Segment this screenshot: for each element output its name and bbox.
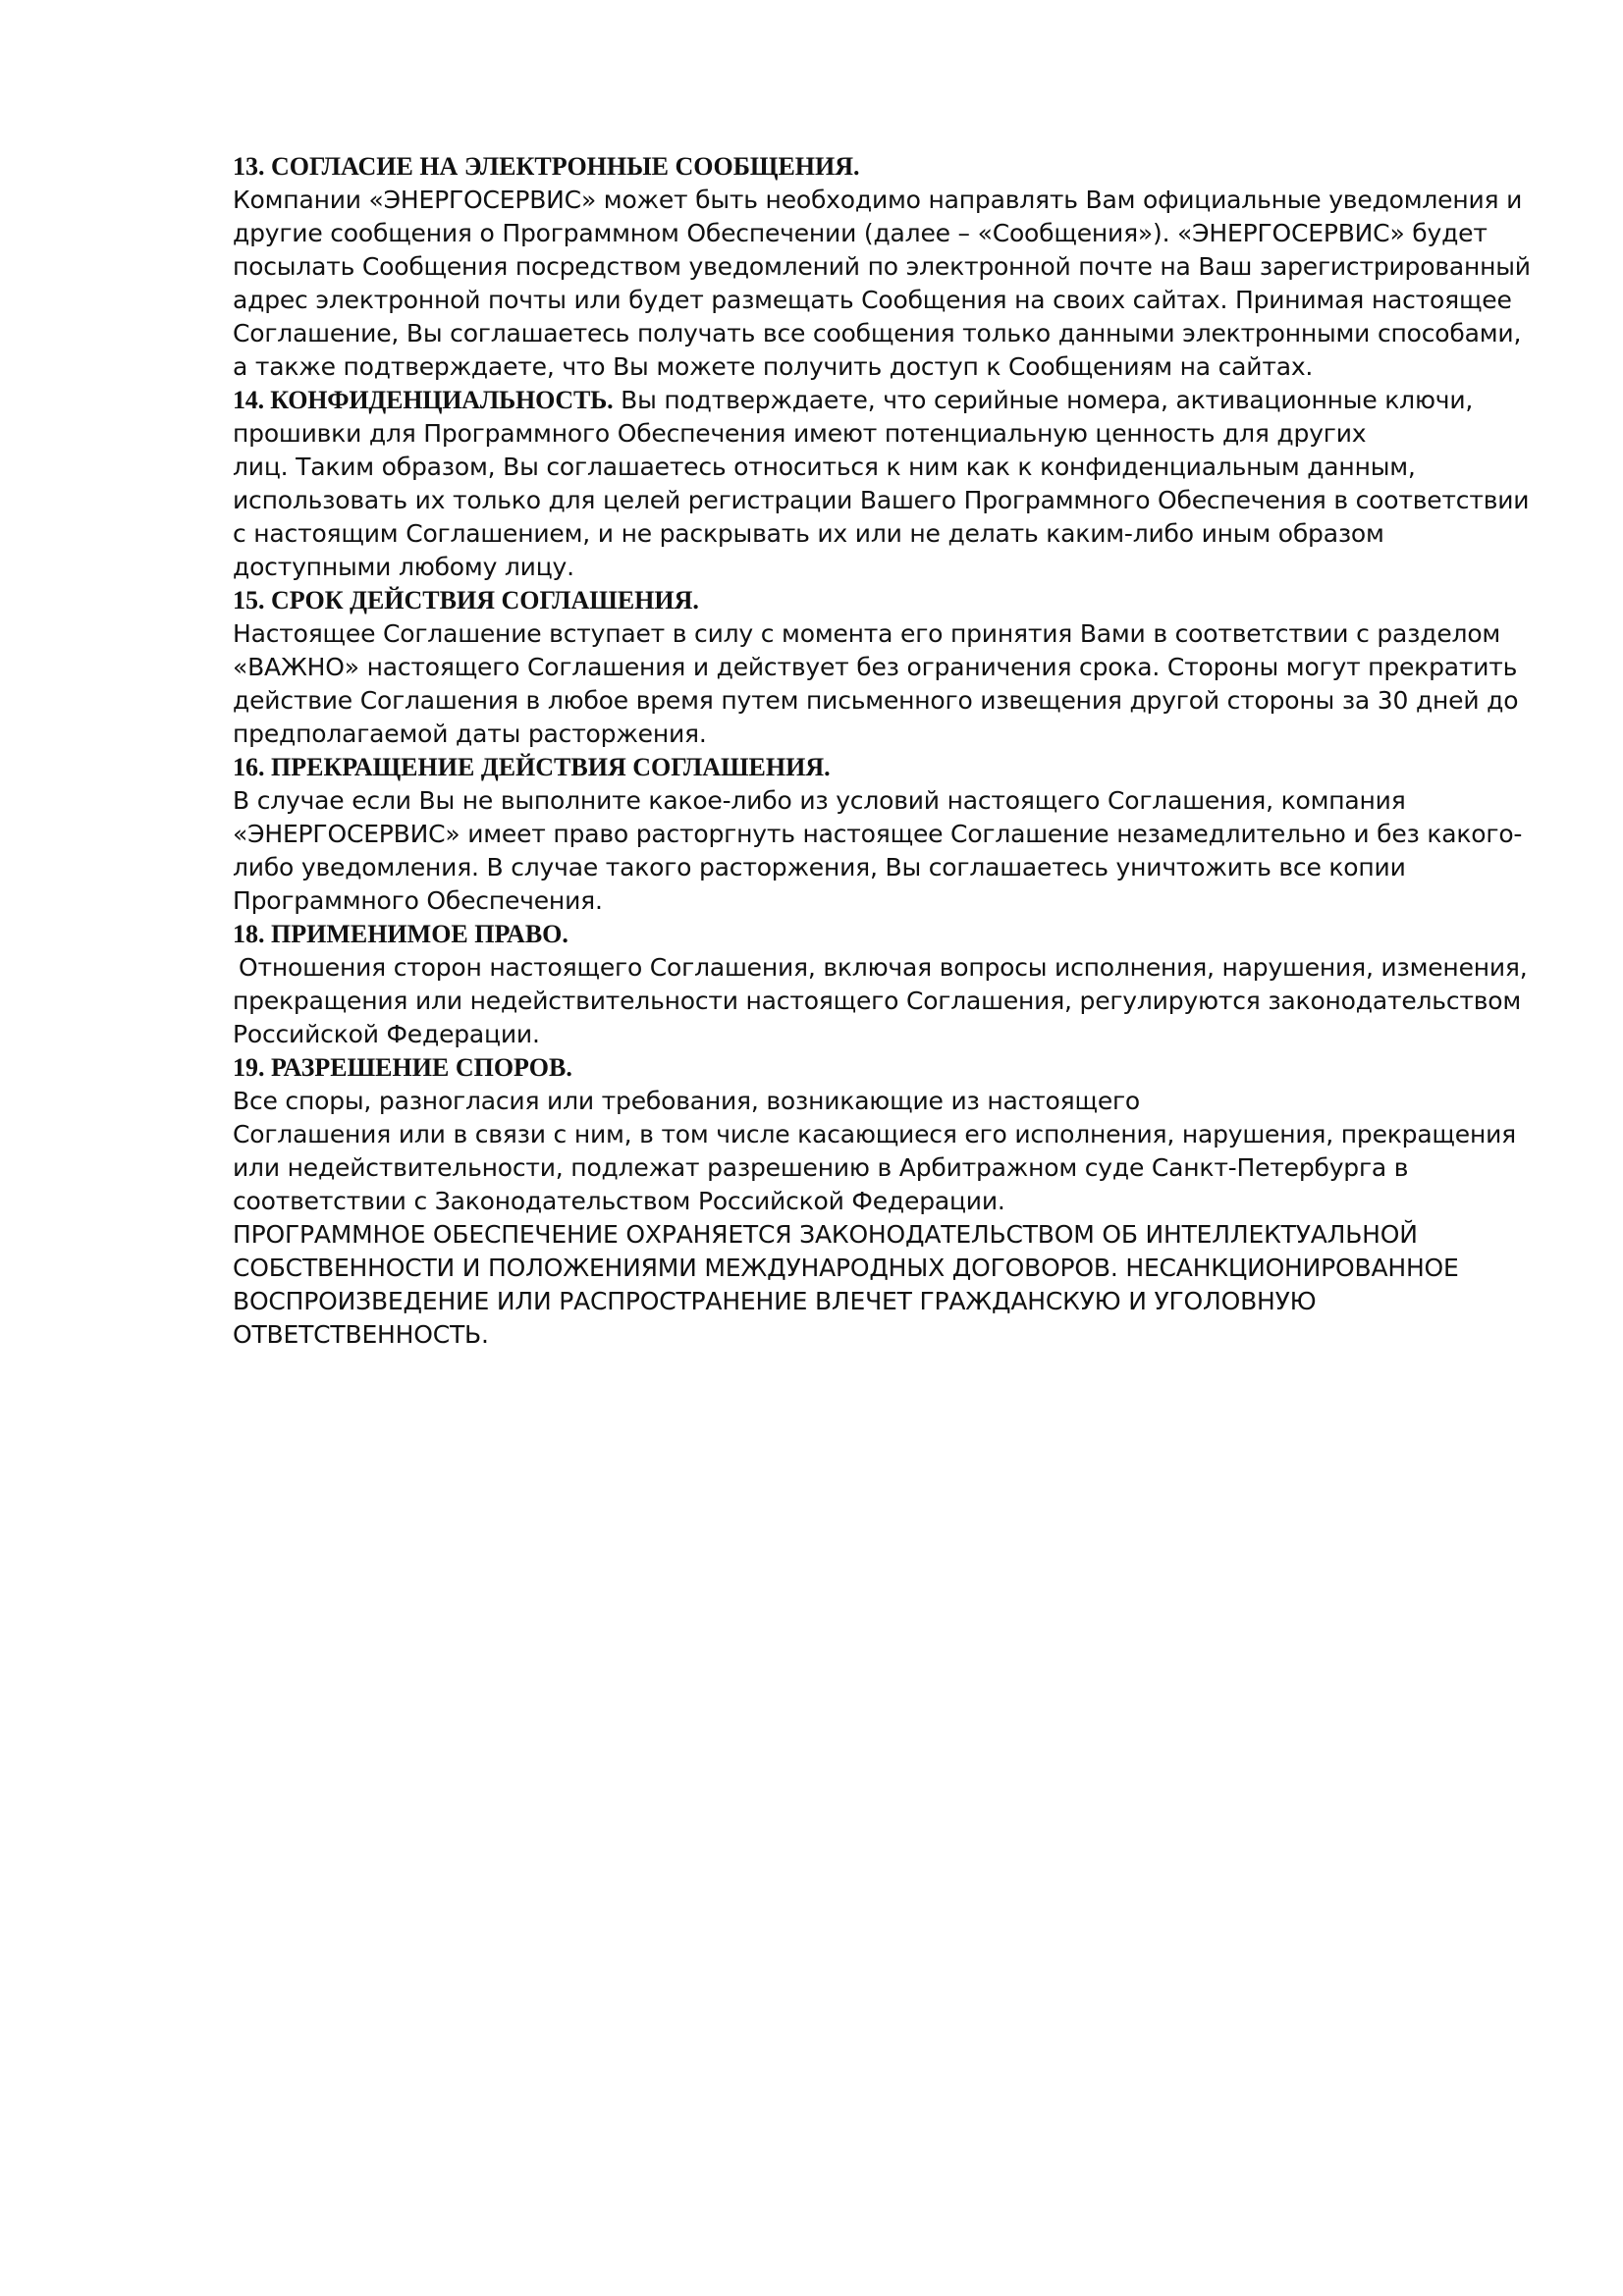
section-19-line: соответствии с Законодательством Российской Федерации. <box>233 1187 1005 1215</box>
section-19 <box>233 1051 1529 1218</box>
section-14-line: с настоящим Соглашением, и не раскрывать их или не делать каким-либо иным образом <box>233 519 1384 548</box>
section-16-line: либо уведомления. В случае такого расторжения, Вы соглашаетесь уничтожить все копии <box>233 853 1406 881</box>
section-13-line: адрес электронной почты или будет размещать Сообщения на своих сайтах. Принимая настоящее <box>233 286 1512 314</box>
section-13-line: Соглашение, Вы соглашаетесь получать все сообщения только данными электронными способами, <box>233 319 1522 347</box>
section-13-line: Компании «ЭНЕРГОСЕРВИС» может быть необходимо направлять Вам официальные уведомления и <box>233 186 1523 214</box>
notice-line: СОБСТВЕННОСТИ И ПОЛОЖЕНИЯМИ МЕЖДУНАРОДНЫХ ДОГОВОРОВ. НЕСАНКЦИОНИРОВАННОЕ <box>233 1254 1459 1282</box>
section-16-line: Программного Обеспечения. <box>233 886 603 915</box>
copyright-notice <box>233 1218 1529 1352</box>
section-14-heading: 14. КОНФИДЕНЦИАЛЬНОСТЬ. <box>233 386 614 414</box>
section-14-line: прошивки для Программного Обеспечения имеют потенциальную ценность для других <box>233 419 1367 448</box>
section-19-line: Все споры, разногласия или требования, возникающие из настоящего <box>233 1087 1141 1115</box>
document-page <box>233 150 1529 1352</box>
section-18-line: Российской Федерации. <box>233 1020 540 1048</box>
section-13 <box>233 150 1529 384</box>
section-14-first-line-text: Вы подтверждаете, что серийные номера, активационные ключи, <box>613 386 1474 414</box>
section-13-heading: 13. СОГЛАСИЕ НА ЭЛЕКТРОННЫЕ СООБЩЕНИЯ. <box>233 152 860 181</box>
section-15-line: «ВАЖНО» настоящего Соглашения и действует без ограничения срока. Стороны могут прекратить <box>233 653 1518 681</box>
section-19-heading: 19. РАЗРЕШЕНИЕ СПОРОВ. <box>233 1053 572 1082</box>
section-19-line: или недействительности, подлежат разрешению в Арбитражном суде Санкт-Петербурга в <box>233 1153 1409 1182</box>
section-16-line: «ЭНЕРГОСЕРВИС» имеет право расторгнуть настоящее Соглашение незамедлительно и без какого- <box>233 820 1523 848</box>
section-15-line: действие Соглашения в любое время путем письменного извещения другой стороны за 30 дней до <box>233 686 1519 715</box>
section-14-line: использовать их только для целей регистрации Вашего Программного Обеспечения в соответствии <box>233 486 1530 514</box>
section-14-first-line <box>233 384 1529 417</box>
notice-line: ОТВЕТСТВЕННОСТЬ. <box>233 1320 489 1349</box>
section-15-heading: 15. СРОК ДЕЙСТВИЯ СОГЛАШЕНИЯ. <box>233 586 699 614</box>
section-18 <box>233 918 1529 1051</box>
section-16-line: В случае если Вы не выполните какое-либо из условий настоящего Соглашения, компания <box>233 786 1406 815</box>
section-15 <box>233 584 1529 751</box>
section-16 <box>233 751 1529 918</box>
section-18-line: прекращения или недействительности настоящего Соглашения, регулируются законодательством <box>233 987 1522 1015</box>
section-16-heading: 16. ПРЕКРАЩЕНИЕ ДЕЙСТВИЯ СОГЛАШЕНИЯ. <box>233 753 831 781</box>
notice-line: ВОСПРОИЗВЕДЕНИЕ ИЛИ РАСПРОСТРАНЕНИЕ ВЛЕЧЕТ ГРАЖДАНСКУЮ И УГОЛОВНУЮ <box>233 1287 1317 1315</box>
section-14 <box>233 384 1529 584</box>
section-18-heading: 18. ПРИМЕНИМОЕ ПРАВО. <box>233 920 568 948</box>
section-18-line: Отношения сторон настоящего Соглашения, включая вопросы исполнения, нарушения, изменения, <box>239 953 1528 982</box>
section-15-line: Настоящее Соглашение вступает в силу с момента его принятия Вами в соответствии с разделом <box>233 619 1501 648</box>
notice-line: ПРОГРАММНОЕ ОБЕСПЕЧЕНИЕ ОХРАНЯЕТСЯ ЗАКОНОДАТЕЛЬСТВОМ ОБ ИНТЕЛЛЕКТУАЛЬНОЙ <box>233 1220 1418 1249</box>
section-13-line: другие сообщения о Программном Обеспечении (далее – «Сообщения»). «ЭНЕРГОСЕРВИС» будет <box>233 219 1488 247</box>
section-15-line: предполагаемой даты расторжения. <box>233 720 707 748</box>
section-14-line: лиц. Таким образом, Вы соглашаетесь относиться к ним как к конфиденциальным данным, <box>233 453 1416 481</box>
section-13-line: посылать Сообщения посредством уведомлений по электронной почте на Ваш зарегистрированный <box>233 252 1531 281</box>
section-19-line: Соглашения или в связи с ним, в том числе касающиеся его исполнения, нарушения, прекращения <box>233 1120 1516 1148</box>
section-13-line: а также подтверждаете, что Вы можете получить доступ к Сообщениям на сайтах. <box>233 352 1314 381</box>
section-14-line: доступными любому лицу. <box>233 553 574 581</box>
